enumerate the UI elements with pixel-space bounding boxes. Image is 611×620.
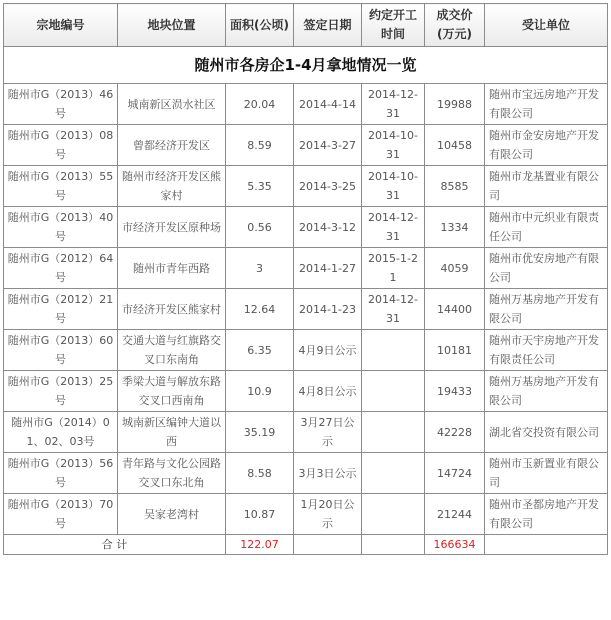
header-code: 宗地编号 bbox=[4, 4, 118, 47]
cell-start-date: 2014-12-31 bbox=[362, 84, 425, 125]
cell-price: 10181 bbox=[425, 330, 485, 371]
header-price: 成交价(万元) bbox=[425, 4, 485, 47]
cell-code: 随州市G（2013）55号 bbox=[4, 166, 118, 207]
total-empty-start bbox=[362, 535, 425, 555]
cell-sign-date: 4月8日公示 bbox=[294, 371, 362, 412]
cell-location: 青年路与文化公园路交叉口东北角 bbox=[118, 453, 226, 494]
cell-start-date bbox=[362, 371, 425, 412]
total-empty-sign bbox=[294, 535, 362, 555]
cell-start-date: 2014-10-31 bbox=[362, 125, 425, 166]
cell-price: 1334 bbox=[425, 207, 485, 248]
cell-start-date bbox=[362, 453, 425, 494]
cell-sign-date: 1月20日公示 bbox=[294, 494, 362, 535]
cell-start-date bbox=[362, 494, 425, 535]
cell-buyer: 随州万基房地产开发有限公司 bbox=[485, 371, 608, 412]
cell-code: 随州市G（2012）21号 bbox=[4, 289, 118, 330]
cell-sign-date: 2014-4-14 bbox=[294, 84, 362, 125]
cell-location: 随州市经济开发区熊家村 bbox=[118, 166, 226, 207]
cell-price: 19988 bbox=[425, 84, 485, 125]
header-row bbox=[4, 4, 608, 47]
cell-location: 市经济开发区原种场 bbox=[118, 207, 226, 248]
cell-code: 随州市G（2013）46号 bbox=[4, 84, 118, 125]
cell-sign-date: 2014-3-25 bbox=[294, 166, 362, 207]
cell-location: 交通大道与红旗路交叉口东南角 bbox=[118, 330, 226, 371]
cell-price: 14400 bbox=[425, 289, 485, 330]
header-start-date: 约定开工时间 bbox=[362, 4, 425, 47]
table-row bbox=[4, 330, 608, 371]
cell-location: 市经济开发区熊家村 bbox=[118, 289, 226, 330]
cell-code: 随州市G（2013）56号 bbox=[4, 453, 118, 494]
cell-start-date: 2014-10-31 bbox=[362, 166, 425, 207]
header-sign-date: 签定日期 bbox=[294, 4, 362, 47]
land-deals-table-container bbox=[3, 3, 607, 555]
total-area: 122.07 bbox=[226, 535, 294, 555]
cell-sign-date: 3月27日公示 bbox=[294, 412, 362, 453]
cell-buyer: 随州市天宇房地产开发有限责任公司 bbox=[485, 330, 608, 371]
table-row bbox=[4, 166, 608, 207]
land-deals-table bbox=[3, 3, 608, 555]
table-title: 随州市各房企1-4月拿地情况一览 bbox=[4, 47, 608, 84]
cell-buyer: 随州市龙基置业有限公司 bbox=[485, 166, 608, 207]
cell-area: 6.35 bbox=[226, 330, 294, 371]
cell-price: 4059 bbox=[425, 248, 485, 289]
cell-code: 随州市G（2013）60号 bbox=[4, 330, 118, 371]
cell-buyer: 湖北省交投资有限公司 bbox=[485, 412, 608, 453]
cell-area: 35.19 bbox=[226, 412, 294, 453]
header-location: 地块位置 bbox=[118, 4, 226, 47]
header-buyer: 受让单位 bbox=[485, 4, 608, 47]
cell-start-date bbox=[362, 412, 425, 453]
cell-location: 曾都经济开发区 bbox=[118, 125, 226, 166]
cell-sign-date: 2014-3-12 bbox=[294, 207, 362, 248]
table-row bbox=[4, 453, 608, 494]
cell-area: 10.9 bbox=[226, 371, 294, 412]
cell-area: 5.35 bbox=[226, 166, 294, 207]
cell-code: 随州市G（2013）25号 bbox=[4, 371, 118, 412]
cell-buyer: 随州市玉新置业有限公司 bbox=[485, 453, 608, 494]
cell-code: 随州市G（2014）01、02、03号 bbox=[4, 412, 118, 453]
cell-area: 10.87 bbox=[226, 494, 294, 535]
table-row bbox=[4, 494, 608, 535]
table-row bbox=[4, 84, 608, 125]
header-area: 面积(公顷) bbox=[226, 4, 294, 47]
table-row bbox=[4, 289, 608, 330]
table-row bbox=[4, 248, 608, 289]
cell-start-date: 2014-12-31 bbox=[362, 289, 425, 330]
cell-location: 随州市青年西路 bbox=[118, 248, 226, 289]
table-row bbox=[4, 125, 608, 166]
cell-price: 8585 bbox=[425, 166, 485, 207]
cell-buyer: 随州市优安房地产有限公司 bbox=[485, 248, 608, 289]
cell-location: 吴家老湾村 bbox=[118, 494, 226, 535]
cell-buyer: 随州市圣都房地产开发有限公司 bbox=[485, 494, 608, 535]
table-row bbox=[4, 371, 608, 412]
cell-price: 14724 bbox=[425, 453, 485, 494]
cell-code: 随州市G（2012）64号 bbox=[4, 248, 118, 289]
total-empty-buyer bbox=[485, 535, 608, 555]
cell-area: 0.56 bbox=[226, 207, 294, 248]
cell-area: 12.64 bbox=[226, 289, 294, 330]
cell-sign-date: 2014-3-27 bbox=[294, 125, 362, 166]
cell-location: 城南新区涢水社区 bbox=[118, 84, 226, 125]
cell-buyer: 随州市宝远房地产开发有限公司 bbox=[485, 84, 608, 125]
total-label: 合 计 bbox=[4, 535, 226, 555]
cell-sign-date: 3月3日公示 bbox=[294, 453, 362, 494]
cell-location: 季梁大道与解放东路交叉口西南角 bbox=[118, 371, 226, 412]
cell-price: 10458 bbox=[425, 125, 485, 166]
cell-area: 8.59 bbox=[226, 125, 294, 166]
cell-area: 8.58 bbox=[226, 453, 294, 494]
cell-buyer: 随州市金安房地产开发有限公司 bbox=[485, 125, 608, 166]
table-row bbox=[4, 412, 608, 453]
cell-location: 城南新区编钟大道以西 bbox=[118, 412, 226, 453]
cell-start-date: 2015-1-21 bbox=[362, 248, 425, 289]
cell-code: 随州市G（2013）40号 bbox=[4, 207, 118, 248]
total-price: 166634 bbox=[425, 535, 485, 555]
title-row bbox=[4, 47, 608, 84]
cell-price: 21244 bbox=[425, 494, 485, 535]
cell-price: 19433 bbox=[425, 371, 485, 412]
cell-sign-date: 2014-1-27 bbox=[294, 248, 362, 289]
cell-start-date: 2014-12-31 bbox=[362, 207, 425, 248]
cell-buyer: 随州市中元织业有限责任公司 bbox=[485, 207, 608, 248]
table-row bbox=[4, 207, 608, 248]
table-body bbox=[4, 84, 608, 535]
cell-sign-date: 4月9日公示 bbox=[294, 330, 362, 371]
cell-area: 3 bbox=[226, 248, 294, 289]
cell-area: 20.04 bbox=[226, 84, 294, 125]
cell-sign-date: 2014-1-23 bbox=[294, 289, 362, 330]
cell-start-date bbox=[362, 330, 425, 371]
total-row bbox=[4, 535, 608, 555]
cell-code: 随州市G（2013）08号 bbox=[4, 125, 118, 166]
cell-code: 随州市G（2013）70号 bbox=[4, 494, 118, 535]
cell-price: 42228 bbox=[425, 412, 485, 453]
cell-buyer: 随州万基房地产开发有限公司 bbox=[485, 289, 608, 330]
